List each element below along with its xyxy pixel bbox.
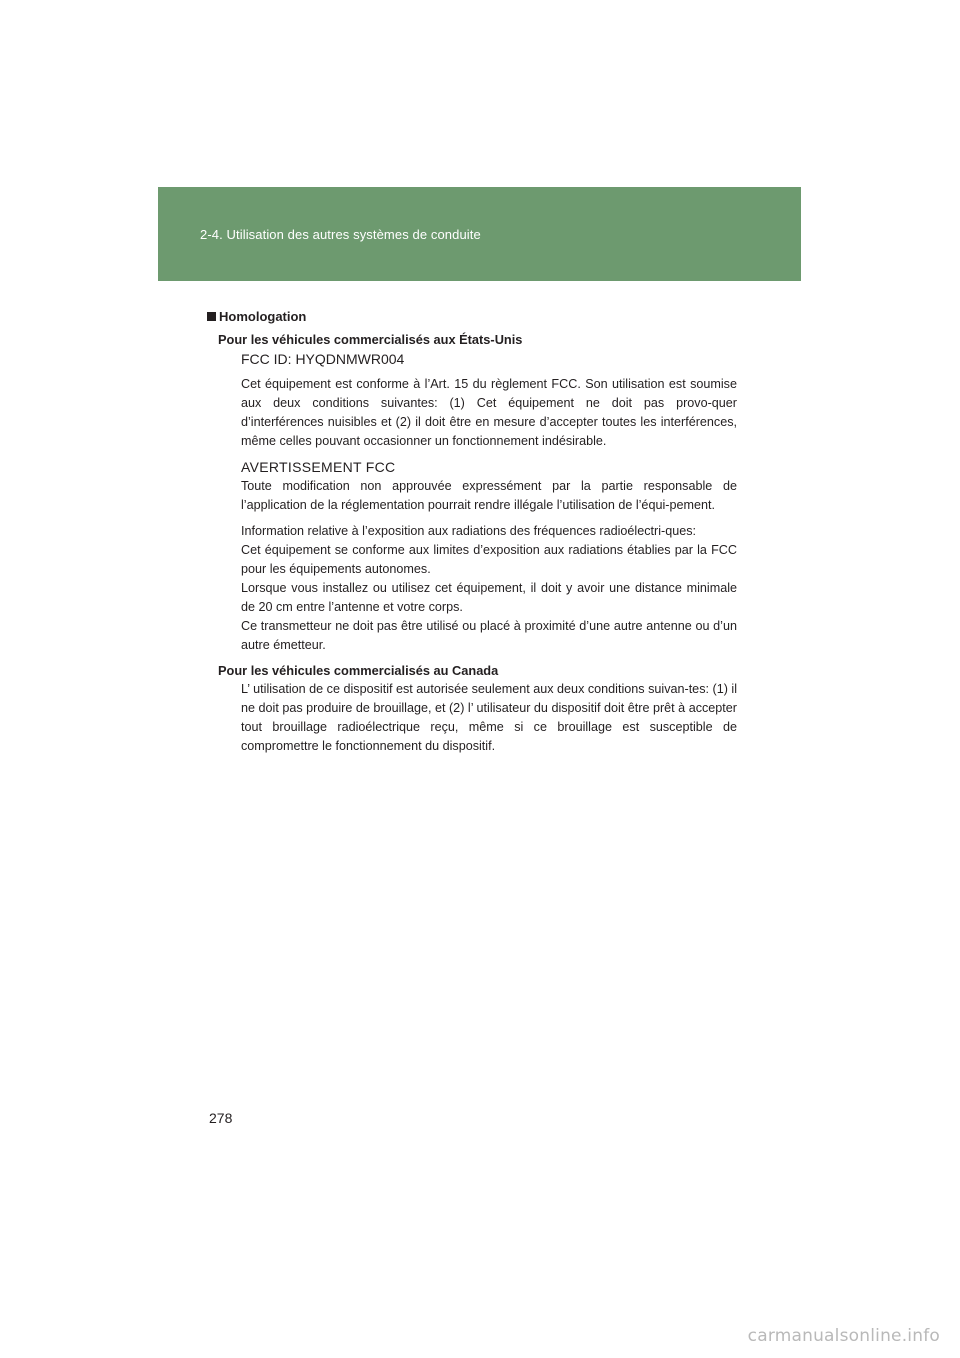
homologation-heading bbox=[207, 307, 737, 326]
fcc-id: FCC ID: HYQDNMWR004 bbox=[241, 351, 405, 367]
watermark-text: carmanualsonline.info bbox=[747, 1326, 940, 1346]
page-content bbox=[207, 307, 737, 763]
canada-subheading: Pour les véhicules commercialisés au Canada bbox=[218, 663, 499, 678]
heading-text: Homologation bbox=[219, 309, 307, 324]
section-title: 2-4. Utilisation des autres systèmes de conduite bbox=[200, 227, 481, 242]
rf-exposure-distance: Lorsque vous installez ou utilisez cet équipement, il doit y avoir une distance minimale de 20 cm entre l’antenne et votre corps. bbox=[241, 581, 737, 614]
square-bullet-icon bbox=[207, 312, 216, 321]
rf-exposure-title: Information relative à l’exposition aux radiations des fréquences radioélectri-ques: bbox=[241, 524, 697, 538]
fcc-compliance-text: Cet équipement est conforme à l’Art. 15 du règlement FCC. Son utilisation est soumise aux deux conditions suivantes: (1) Cet équipement ne doit pas provo-quer d’interférences nuisibles et (2) il doit être en mesure d’accepter toutes les interférences, même celles pouvant occasionner un fonctionnement indésirable. bbox=[241, 377, 737, 448]
fcc-warning-text: Toute modification non approuvée expressément par la partie responsable de l’application de la réglementation pourrait rendre illégale l’utilisation de l’équi-pement. bbox=[241, 479, 737, 512]
fcc-warning-title: AVERTISSEMENT FCC bbox=[241, 459, 396, 475]
page-number: 278 bbox=[209, 1110, 233, 1126]
us-subheading: Pour les véhicules commercialisés aux États-Unis bbox=[218, 332, 523, 347]
section-header-band bbox=[158, 187, 801, 281]
rf-exposure-colocation: Ce transmetteur ne doit pas être utilisé ou placé à proximité d’une autre antenne ou d’un autre émetteur. bbox=[241, 619, 737, 652]
canada-text: L’ utilisation de ce dispositif est autorisée seulement aux deux conditions suivan-tes: (1) il ne doit pas produire de brouillage, et (2) l’ utilisateur du dispositif doit être prêt à accepter tout brouillage radioélectrique reçu, même si ce brouillage est susceptible de compromettre le fonctionnement du dispositif. bbox=[241, 682, 737, 753]
rf-exposure-limits: Cet équipement se conforme aux limites d’exposition aux radiations établies par la FCC pour les équipements autonomes. bbox=[241, 543, 737, 576]
